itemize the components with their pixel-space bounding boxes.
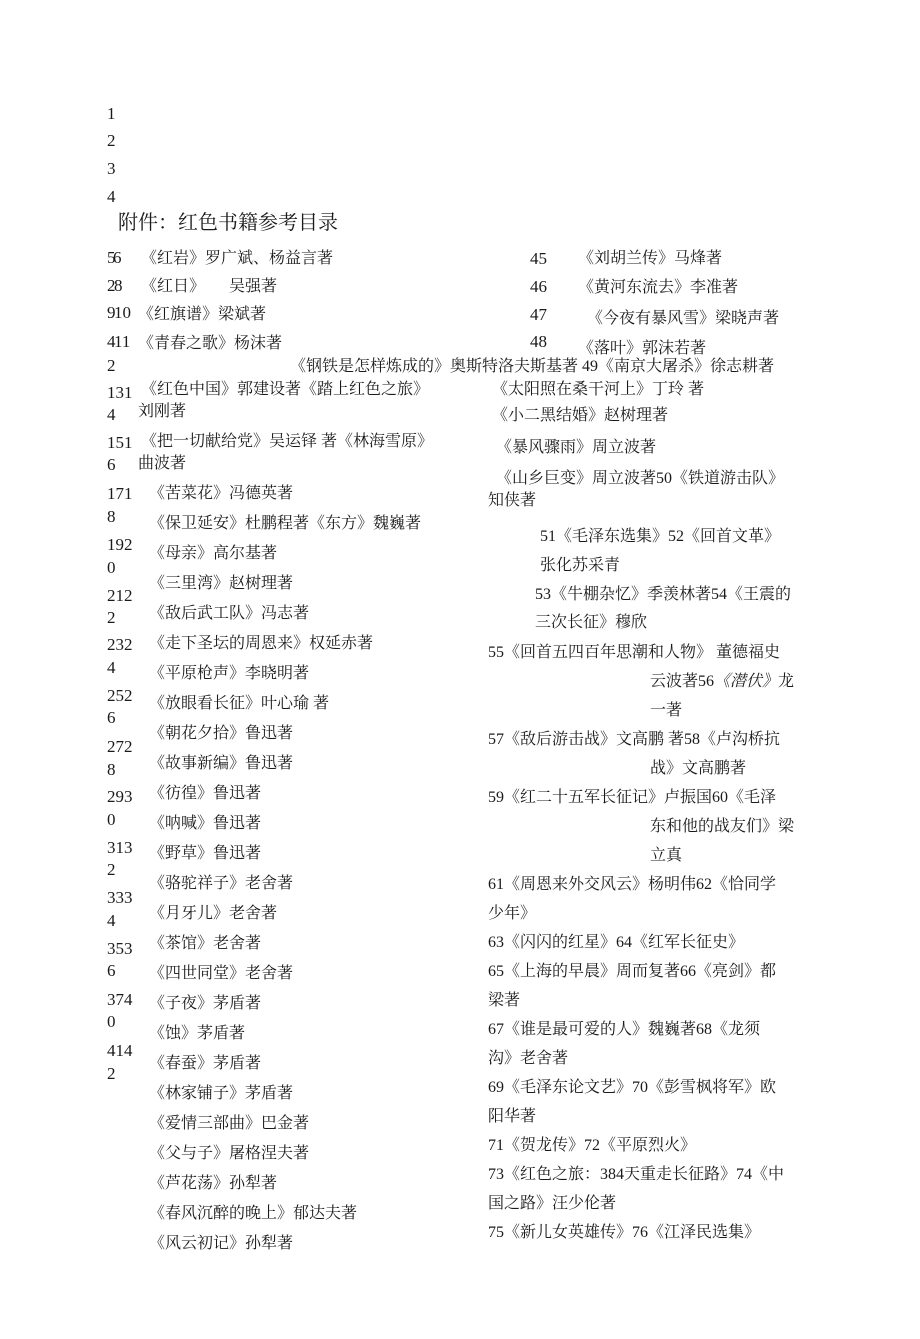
book-entry: 《爱情三部曲》巴金著 [149,1115,310,1132]
book-entry: 《红旗谱》梁斌著 [138,306,267,323]
book-entry: 《放眼看长征》叶心瑜 著 [149,695,330,712]
left-number: 131 [107,383,133,402]
left-number: 2 [107,356,116,375]
book-entry: 《骆驼祥子》老舍著 [149,875,294,892]
right-number: 47 [530,305,547,324]
left-number: 2 [107,860,116,879]
book-entry: 《走下圣坛的周恩来》权延赤著 [149,635,374,652]
right-number: 45 [530,249,547,268]
book-entry: 《茶馆》老舍著 [149,935,262,952]
book-entry: 《野草》鲁迅著 [149,845,262,862]
left-number: 171 [107,484,133,503]
book-entry: 《钢铁是怎样炼成的》奥斯特洛夫斯基著 49《南京大屠杀》徐志耕著 [290,358,775,375]
book-entry: 三次长征》穆欣 [535,614,648,631]
book-entry-text: 云波著56 [650,673,715,690]
book-entry: 《蚀》茅盾著 [149,1025,246,1042]
book-entry: 51《毛泽东选集》52《回首文革》 [540,528,781,545]
left-number: 353 [107,939,133,958]
left-number: 293 [107,787,133,806]
book-entry: 《故事新编》鲁迅著 [149,755,294,772]
book-entry: 一著 [650,702,683,719]
book-entry: 《把一切献给党》吴运铎 著《林海雪原》 [141,433,434,450]
book-entry: 梁著 [488,992,521,1009]
right-number: 48 [530,332,547,351]
book-entry: 《青春之歌》杨沫著 [138,335,283,352]
book-entry: 《落叶》郭沫若著 [578,340,707,357]
book-entry: 张化苏采青 [540,557,621,574]
left-number: 414 [107,1041,133,1060]
book-entry: 《红色中国》郭建设著《踏上红色之旅》 [141,381,430,398]
left-number: 0 [107,810,116,829]
book-entry: 《今夜有暴风雪》梁晓声著 [587,310,780,327]
left-number: 0 [107,558,116,577]
left-number: 333 [107,888,133,907]
left-number: 272 [107,737,133,756]
book-entry: 67《谁是最可爱的人》魏巍著68《龙须 [488,1021,761,1038]
book-entry: 《月牙儿》老舍著 [149,905,278,922]
book-entry: 《敌后武工队》冯志著 [149,605,310,622]
left-number: 8 [114,276,123,295]
book-entry: 东和他的战友们》梁 [650,818,795,835]
left-number: 8 [107,760,116,779]
book-entry: 《子夜》茅盾著 [149,995,262,1012]
book-entry: 知侠著 [488,492,537,509]
book-entry: 75《新儿女英雄传》76《江泽民选集》 [488,1224,761,1241]
book-entry: 《刘胡兰传》马烽著 [578,250,723,267]
book-entry: 《母亲》高尔基著 [149,545,278,562]
book-entry: 《春风沉醉的晚上》郁达夫著 [149,1205,358,1222]
left-number: 6 [107,708,116,727]
left-number: 212 [107,586,133,605]
left-number: 6 [113,248,122,267]
book-entry: 《四世同堂》老舍著 [149,965,294,982]
book-entry: 国之路》汪少伦著 [488,1195,617,1212]
book-entry: 53《牛棚杂忆》季羡林著54《王震的 [535,586,792,603]
book-entry [650,672,794,692]
book-entry: 71《贺龙传》72《平原烈火》 [488,1137,697,1154]
left-number: 4 [107,332,116,351]
book-entry: 55《回首五四百年思潮和人物》 董德福史 [488,644,781,661]
left-number: 2 [107,276,116,295]
right-number: 46 [530,277,547,296]
book-entry: 刘刚著 [138,403,187,420]
book-entry: 《黄河东流去》李准著 [578,279,739,296]
left-number: 374 [107,990,133,1009]
book-entry: 《朝花夕拾》鲁迅著 [149,725,294,742]
left-number: 2 [107,608,116,627]
left-number: 11 [114,332,131,351]
book-entry-text: 龙 [778,673,795,690]
heading-number: 3 [107,159,116,178]
book-entry: 《红日》 吴强著 [141,278,278,295]
left-number: 232 [107,635,133,654]
heading-number: 2 [107,131,116,150]
heading-number: 4 [107,187,116,206]
book-entry: 61《周恩来外交风云》杨明伟62《恰同学 [488,876,777,893]
book-entry: 《暴风骤雨》周立波著 [496,439,657,456]
book-entry: 《风云初记》孙犁著 [149,1235,294,1252]
left-number: 6 [107,961,116,980]
left-number: 0 [107,1012,116,1031]
left-number: 192 [107,535,133,554]
book-entry: 57《敌后游击战》文高鹏 著58《卢沟桥抗 [488,731,781,748]
book-entry: 《太阳照在桑干河上》丁玲 著 [492,381,705,398]
book-entry: 《红岩》罗广斌、杨益言著 [141,250,334,267]
book-entry: 59《红二十五军长征记》卢振国60《毛泽 [488,789,777,806]
book-entry: 立真 [650,847,683,864]
left-number: 8 [107,507,116,526]
book-entry: 少年》 [488,905,537,922]
book-entry: 65《上海的早晨》周而复著66《亮剑》都 [488,963,777,980]
left-number: 4 [107,658,116,677]
book-entry: 曲波著 [138,455,187,472]
book-entry: 《林家铺子》茅盾著 [149,1085,294,1102]
left-number: 9 [107,303,116,322]
book-entry: 《三里湾》赵树理著 [149,575,294,592]
left-number: 4 [107,405,116,424]
book-entry: 69《毛泽东论文艺》70《彭雪枫将军》欧 [488,1079,777,1096]
book-entry: 《平原枪声》李晓明著 [149,665,310,682]
left-number: 6 [107,455,116,474]
book-entry: 《芦花荡》孙犁著 [149,1175,278,1192]
book-entry: 《呐喊》鲁迅著 [149,815,262,832]
left-number: 10 [114,303,131,322]
left-number: 2 [107,1064,116,1083]
book-entry: 《山乡巨变》周立波著50《铁道游击队》 [496,470,785,487]
book-entry: 《苦菜花》冯德英著 [149,485,294,502]
book-entry: 《春蚕》茅盾著 [149,1055,262,1072]
book-entry: 《父与子》屠格涅夫著 [149,1145,310,1162]
left-number: 252 [107,686,133,705]
book-entry: 《彷徨》鲁迅著 [149,785,262,802]
book-entry: 沟》老舍著 [488,1050,569,1067]
book-entry: 《保卫延安》杜鹏程著《东方》魏巍著 [149,515,422,532]
book-entry: 《小二黑结婚》赵树理著 [492,407,669,424]
book-title-italic: 《潜伏》 [714,673,779,690]
left-number: 313 [107,838,133,857]
book-entry: 阳华著 [488,1108,537,1125]
book-entry: 73《红色之旅：384天重走长征路》74《中 [488,1166,785,1183]
heading-number: 1 [107,104,116,123]
left-number: 151 [107,433,133,452]
left-number: 4 [107,911,116,930]
book-entry: 63《闪闪的红星》64《红军长征史》 [488,934,745,951]
page-title: 附件：红色书籍参考目录 [118,212,338,234]
left-number: 5 [107,248,116,267]
book-entry: 战》文高鹏著 [650,760,747,777]
